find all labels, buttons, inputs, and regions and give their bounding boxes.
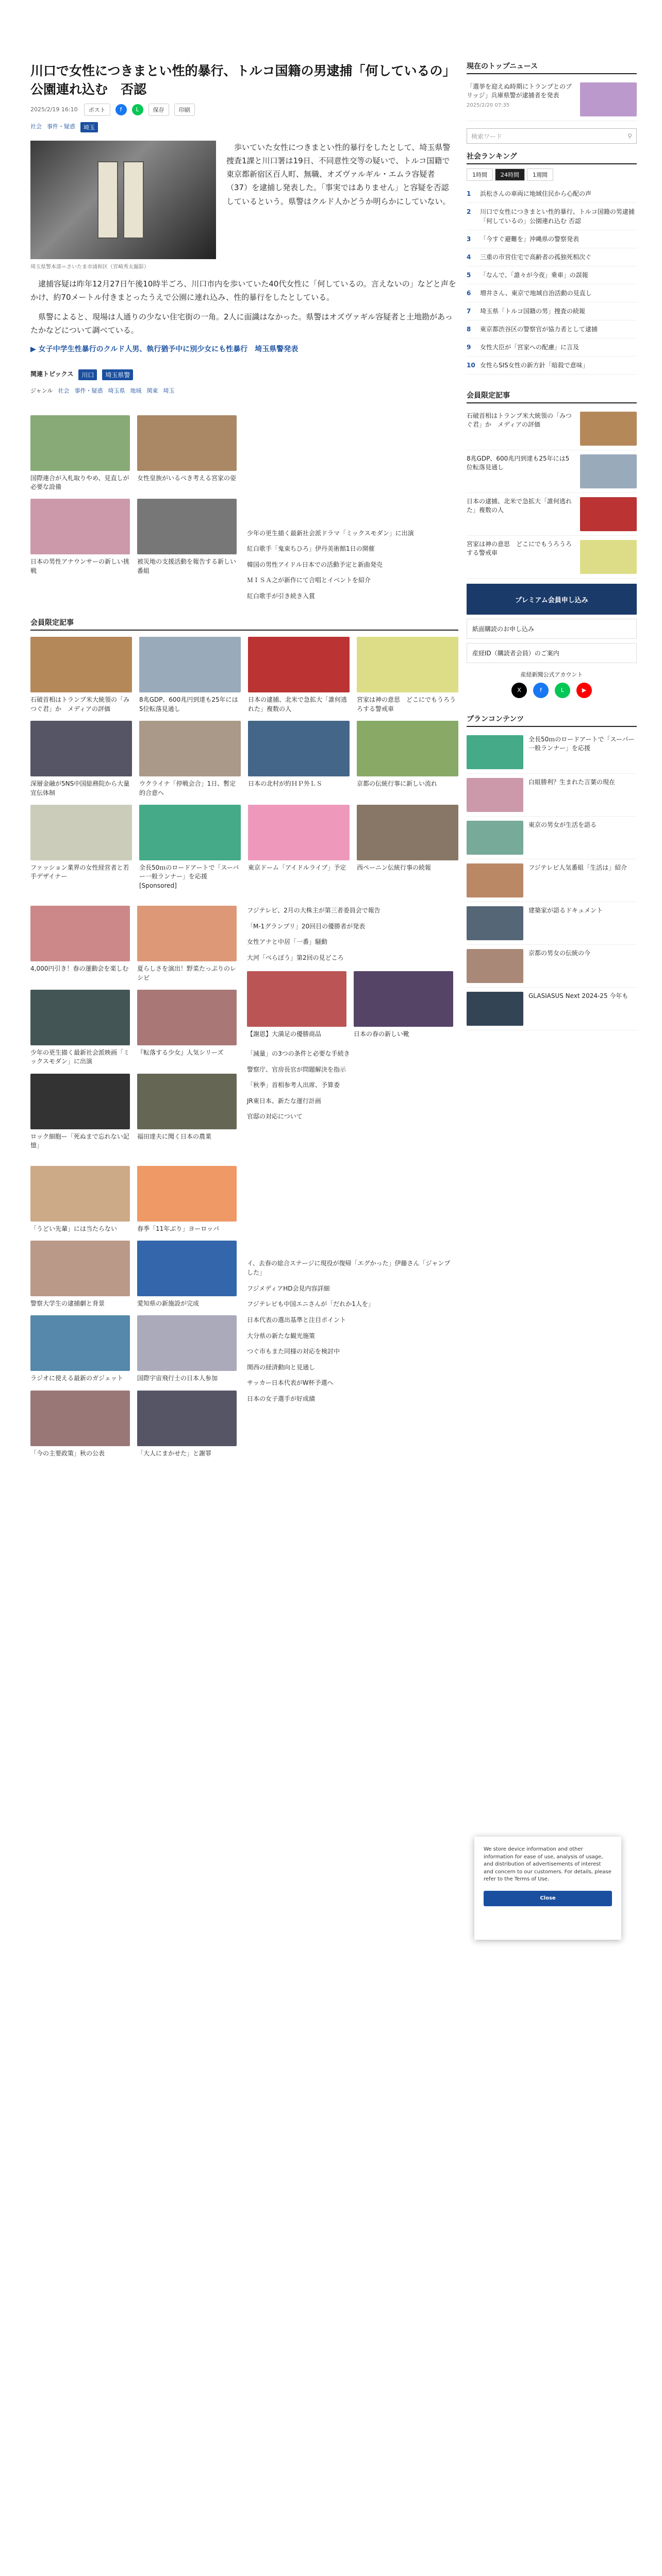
news-card[interactable] — [137, 1166, 237, 1233]
text-link[interactable]: ＭＩＳＡ之が新作にて合唱とイベントを紹介 — [247, 577, 371, 584]
bottom-grid — [30, 1166, 237, 1459]
card-title: 国際連合が入札取りやめ、見直しが必要な設備 — [30, 474, 129, 490]
card-title: 国際宇宙飛行士の日本人参加 — [137, 1375, 218, 1382]
news-card[interactable] — [137, 1241, 237, 1308]
card-title: 愛知県の新施設が完成 — [137, 1299, 200, 1307]
text-link[interactable]: 女性アナと中居「一番」騒動 — [247, 938, 328, 946]
rank-number: 6 — [467, 290, 471, 297]
text-link[interactable]: 紅白歌手が引き続き入賞 — [247, 592, 316, 600]
card-title: 春季「11年ぶり」ヨーロッパ — [137, 1225, 220, 1232]
facebook-icon[interactable]: f — [115, 104, 127, 115]
text-link[interactable]: 「減量」の3つの条件と必要な手続き — [247, 1049, 350, 1057]
exclusive-grid — [30, 637, 458, 890]
news-card[interactable] — [30, 1315, 130, 1383]
news-card[interactable] — [30, 805, 132, 890]
ad-image — [467, 992, 523, 1026]
news-card[interactable] — [357, 637, 458, 714]
rank-title: 三重の市営住宅で高齢者の孤独死相次ぐ — [480, 253, 592, 261]
card-title: 「今の主要政策」秋の公表 — [30, 1449, 105, 1457]
text-link[interactable]: サッカー日本代表がW杯予選へ — [247, 1379, 334, 1387]
lower-block — [30, 906, 458, 1150]
share-bar — [84, 104, 195, 116]
rank-title: 女性らSIS女性の新方針「暗殺で意味」 — [480, 362, 589, 369]
ad-image — [467, 949, 523, 983]
cookie-close-button[interactable]: Close — [484, 1891, 612, 1907]
card-title: 石破首相はトランプ米大統領の「みつぐ君」か メディアの評価 — [30, 696, 130, 713]
text-link[interactable]: 「秋季」首相参考人出席、予算委 — [247, 1081, 340, 1089]
lower-cards — [30, 906, 237, 1150]
category-link[interactable]: 社会 — [30, 123, 42, 130]
news-card[interactable] — [357, 721, 458, 798]
news-card[interactable] — [139, 721, 241, 798]
rank-number: 4 — [467, 253, 471, 261]
bottom-cards — [30, 1166, 237, 1459]
card-title: 「うどい先輩」には当たらない — [30, 1225, 118, 1232]
news-card[interactable] — [137, 1074, 237, 1150]
share-button[interactable]: ポスト — [84, 104, 110, 116]
rank-title: 埼玉県「トルコ国籍の男」捜査の続報 — [480, 308, 586, 315]
card-image — [248, 637, 350, 692]
tab-24h[interactable]: 24時間 — [495, 168, 525, 181]
card-image — [30, 805, 132, 860]
card-title: 西ペーニン伝統行事の続報 — [357, 864, 432, 872]
ranking-item[interactable] — [467, 357, 637, 375]
card-image — [139, 805, 241, 860]
card-title: 日本の男性アナウンサーの新しい挑戦 — [30, 558, 130, 574]
card-title: 「大人にまかせた」と謝罪 — [137, 1449, 212, 1457]
news-card[interactable] — [357, 805, 458, 890]
text-link[interactable]: 紅白歌手「鬼束ちひろ」伊丹美術館1日の開催 — [247, 545, 375, 553]
member-item[interactable] — [467, 536, 637, 579]
card-title: 4,000円引き！春の運動会を楽しむ — [30, 965, 129, 973]
text-link[interactable]: 韓国の男性アイドル日本での活動予定と新曲発売 — [247, 561, 383, 568]
member-title: 日本の逮捕、北米で急拡大「誰何逃れた」複数の人 — [467, 498, 572, 514]
card-image — [137, 906, 237, 961]
lead-photo-wrap — [30, 141, 216, 270]
genre-link[interactable]: 社会 — [58, 387, 70, 394]
ads-heading: プランコンテンツ — [467, 714, 637, 727]
news-card[interactable] — [137, 1391, 237, 1458]
section-heading: 会員限定記事 — [30, 617, 458, 631]
ad-title: フジテレビ人気番組「生活は」紹介 — [528, 864, 627, 871]
text-link[interactable]: 日本の女子選手が好成績 — [247, 1395, 316, 1402]
card-title: 日本の春の新しい靴 — [354, 1030, 410, 1038]
topics-label: 関連トピックス — [30, 370, 74, 378]
article-body-top — [226, 141, 453, 270]
card-title: 被災地の支援活動を報告する新しい番組 — [137, 558, 237, 574]
mid-cards — [30, 415, 237, 607]
rank-number: 2 — [467, 208, 471, 215]
ad-image — [467, 821, 523, 855]
rank-number: 5 — [467, 272, 471, 279]
genre-link[interactable]: 地域 — [130, 387, 142, 394]
card-image — [137, 1391, 237, 1446]
news-card[interactable] — [248, 805, 350, 890]
rank-number: 10 — [467, 362, 475, 369]
ranking-tabs — [467, 168, 637, 181]
line-icon[interactable]: L — [555, 683, 570, 698]
top-news-image — [580, 82, 637, 116]
news-card[interactable] — [30, 1391, 130, 1458]
ad-item[interactable] — [467, 859, 637, 902]
news-card[interactable] — [30, 637, 132, 714]
card-image — [357, 637, 458, 692]
top-news-text — [467, 82, 575, 116]
news-card[interactable] — [247, 971, 346, 1039]
text-link[interactable]: フジメディアHD会見内容詳細 — [247, 1284, 330, 1292]
ad-item[interactable] — [467, 902, 637, 945]
article-body — [30, 277, 458, 337]
sns-icons — [467, 683, 637, 698]
rank-number: 3 — [467, 235, 471, 243]
member-item[interactable] — [467, 450, 637, 493]
ad-image — [467, 778, 523, 812]
card-image — [137, 1166, 237, 1222]
topic-tag[interactable]: 埼玉県警 — [102, 369, 133, 380]
card-title: 警察大学生の逮捕劇と背景 — [30, 1299, 105, 1307]
card-image — [354, 971, 453, 1027]
ranking-item[interactable] — [467, 185, 637, 203]
region-tag[interactable]: 埼玉 — [80, 122, 98, 132]
ad-item[interactable] — [467, 774, 637, 817]
card-title: 夏らしさを演出！野菜たっぷりのレシピ — [137, 965, 237, 981]
youtube-icon[interactable]: ▶ — [576, 683, 592, 698]
news-card[interactable] — [30, 1241, 130, 1308]
card-image — [137, 499, 237, 554]
ad-image — [467, 735, 523, 769]
mid-text-list — [247, 415, 453, 607]
genre-link[interactable]: 埼玉 — [163, 387, 175, 394]
genre-row — [30, 386, 458, 395]
news-card[interactable] — [137, 990, 237, 1066]
news-card[interactable] — [354, 971, 453, 1039]
sankei-id-banner[interactable]: 産経ID（購読者会員）のご案内 — [467, 643, 637, 663]
card-title: 『転落する少女』人気シリーズ — [137, 1048, 224, 1056]
lower-text-col — [247, 906, 453, 1150]
middle-text-list — [247, 906, 453, 962]
search-placeholder: 検索ワード — [471, 132, 503, 140]
top-news-item[interactable] — [467, 78, 637, 121]
text-link[interactable]: 「M-1グランプリ」20回目の優勝者が発表 — [247, 922, 366, 930]
article-title: 川口で女性につきまとい性的暴行、トルコ国籍の男逮捕「何しているの」公園連れ込む 否認 — [30, 63, 456, 97]
rank-number: 7 — [467, 308, 471, 315]
member-title: 石破首相はトランプ米大統領の「みつぐ君」か メディアの評価 — [467, 412, 572, 429]
cookie-text: We store device information and other information for ease of use, analysis of usage, and distribution of advertisements of interest and concern to our customers. For details, please refer to the Terms of Use. — [484, 1846, 611, 1882]
card-title: 8兆GDP、600兆円到達も25年には5位転落見通し — [139, 696, 238, 713]
card-title: ファッション業界の女性経営者と若手デザイナー — [30, 864, 129, 880]
ad-item[interactable] — [467, 945, 637, 988]
news-card[interactable] — [139, 637, 241, 714]
news-card[interactable] — [137, 906, 237, 982]
article-meta — [30, 104, 458, 116]
card-image — [248, 805, 350, 860]
card-title: ロック細胞ー「死ぬまで忘れない記憶」 — [30, 1132, 129, 1149]
lead-section — [30, 141, 458, 270]
news-card[interactable] — [137, 415, 237, 492]
ranking-item[interactable] — [467, 203, 637, 230]
text-link[interactable]: 官邸の対応について — [247, 1113, 303, 1121]
ad-image — [467, 863, 523, 897]
category-link[interactable]: 事件・疑惑 — [47, 123, 75, 130]
text-link[interactable]: 大河「べらぼう」第2回の見どころ — [247, 954, 344, 961]
search-icon[interactable]: ⚲ — [627, 132, 632, 140]
ad-title: GLASIASUS Next 2024-25 今年も — [528, 992, 628, 999]
card-image — [30, 1391, 130, 1446]
ad-item[interactable] — [467, 988, 637, 1030]
facebook-icon[interactable]: f — [533, 683, 549, 698]
card-title: 日本の北村が約ＨＰ外ＬＳ — [248, 780, 323, 788]
ad-item[interactable] — [467, 731, 637, 774]
bottom-text-list — [247, 1166, 453, 1459]
paragraph: 歩いていた女性につきまとい性的暴行をしたとして、埼玉県警捜査1課と川口署は19日、不同意性交等の疑いで、トルコ国籍で東京都新宿区百人町、無職、オズヴァルギル・エムラ容疑者（37）を逮捕し発表した。「事実ではありません」と容疑を否認しているという。県警はクルド人かどうか明らかにしていない。 — [226, 142, 451, 206]
card-title: 【謝恩】大満足の優勝商品 — [247, 1030, 322, 1038]
rank-title: 「今すぐ避難を」沖縄県の警察発表 — [480, 235, 580, 243]
ad-title: 全長50ｍのロードアートで「スーパー一般ランナー」を応援 — [528, 736, 635, 752]
rank-title: 女性大臣が「宮家への配慮」に言及 — [480, 344, 580, 351]
card-image — [137, 990, 237, 1045]
card-image — [30, 1166, 130, 1222]
photo-caption: 埼玉県警本部＝さいたま市浦和区（宮崎秀太撮影） — [30, 264, 149, 270]
x-icon[interactable]: X — [511, 683, 527, 698]
ad-title: 京都の男女の伝統の今 — [528, 950, 591, 957]
card-image — [357, 805, 458, 860]
ranking-heading: 社会ランキング — [467, 151, 637, 164]
paragraph: 逮捕容疑は昨年12月27日午後10時半ごろ、川口市内を歩いていた40代女性に「何しているの。言えないの」などと声をかけ、約70メートル付きまとったうえで公園に連れ込み、性的暴行をしたとしている。 — [30, 279, 456, 302]
recommend-grid — [247, 971, 453, 1039]
ranking-item[interactable] — [467, 248, 637, 266]
text-link[interactable]: 少年の更生描く最新社会派ドラマ「ミックスモダン」に出演 — [247, 529, 414, 537]
member-image — [580, 497, 637, 531]
card-image — [137, 1315, 237, 1371]
tab-1w[interactable]: 1週間 — [527, 168, 553, 181]
card-title: 日本の逮捕、北米で急拡大「誰何逃れた」複数の人 — [248, 696, 347, 713]
mid-grid — [30, 415, 237, 576]
card-title: 京都の伝統行事に新しい流れ — [357, 780, 438, 788]
ad-title: 白組勝利？生まれた言葉の現在 — [528, 778, 616, 786]
rank-title: 「なんで、「誰々が今夜」乗車」の誤報 — [480, 272, 588, 279]
main-column — [30, 62, 458, 1458]
card-image — [30, 1315, 130, 1371]
card-image — [30, 990, 130, 1045]
top-news-date: 2025/2/20 07:35 — [467, 102, 510, 108]
ranking-list — [467, 185, 637, 375]
news-card[interactable] — [30, 1074, 130, 1150]
member-item[interactable] — [467, 493, 637, 536]
article-date: 2025/2/19 16:10 — [30, 106, 78, 113]
card-image — [30, 415, 130, 471]
rank-title: 浜松さんの車両に地域住民から心配の声 — [480, 190, 592, 197]
topics-row — [30, 369, 458, 380]
card-title: 深層金融が5NS中国総務院から大量宣伝体制 — [30, 780, 130, 796]
card-title: ウクライナ「停戦会合」1日、暫定的合意へ — [139, 780, 236, 796]
rank-title: 川口で女性につきまとい性的暴行、トルコ国籍の男逮捕「何しているの」公園連れ込む 否認 — [480, 208, 635, 225]
bottom-block — [30, 1166, 458, 1459]
card-image — [247, 971, 346, 1027]
rank-title: 増井さん、東京で地域自治活動の見直し — [480, 290, 592, 297]
rank-number: 8 — [467, 326, 471, 333]
line-icon[interactable]: L — [132, 104, 143, 115]
member-image — [580, 454, 637, 488]
ad-title: 東京の男女が生活を語る — [528, 821, 597, 828]
card-image — [30, 906, 130, 961]
lower-text-list — [247, 1049, 453, 1122]
genre-label: ジャンル — [30, 387, 53, 394]
sns-heading: 産経新聞公式アカウント — [520, 671, 583, 678]
text-link[interactable]: イ、去春の総合ステージに現役が復帰「エグかった」伊藤さん「ジャンプした」 — [247, 1259, 451, 1277]
card-image — [30, 499, 130, 554]
card-image — [137, 1074, 237, 1129]
card-title: 福田達夫に聞く日本の農業 — [137, 1132, 212, 1140]
top-news-heading: 現在のトップニュース — [467, 61, 637, 74]
text-link[interactable]: 警察庁、官房長官が問題解決を指示 — [247, 1065, 346, 1073]
member-title: 8兆GDP、600兆円到達も25年には5位転落見通し — [467, 455, 570, 471]
premium-banner[interactable]: プレミアム会員申し込み — [467, 584, 637, 615]
text-link[interactable]: フジテレビ、2月の大株主が第三者委員会で報告 — [247, 907, 380, 914]
ranking-item[interactable] — [467, 338, 637, 357]
card-image — [248, 721, 350, 776]
ranking-item[interactable] — [467, 284, 637, 302]
lead-photo[interactable] — [30, 141, 216, 259]
member-item[interactable] — [467, 408, 637, 450]
member-image — [580, 540, 637, 574]
card-title: ラジオに使える最新のガジェット — [30, 1375, 123, 1382]
tab-1h[interactable]: 1時間 — [467, 168, 493, 181]
cookie-banner — [474, 1837, 621, 1940]
text-link[interactable]: フジテレビも中国エニさんが「だれか1人を」 — [247, 1300, 374, 1308]
news-card[interactable] — [30, 499, 130, 575]
card-image — [137, 415, 237, 471]
text-link[interactable]: 関西の経済動向と見通し — [247, 1363, 316, 1371]
card-title: 女性皇族がいるべき考える宮家の姿 — [137, 474, 237, 482]
card-image — [357, 721, 458, 776]
news-card[interactable] — [30, 1166, 130, 1233]
ranking-item[interactable] — [467, 320, 637, 338]
rank-title: 東京都渋谷区の警察官が協力者として逮捕 — [480, 326, 598, 333]
news-card[interactable] — [30, 721, 132, 798]
news-card[interactable] — [137, 499, 237, 575]
card-image — [139, 721, 241, 776]
card-image — [30, 1074, 130, 1129]
news-card[interactable] — [30, 415, 130, 492]
member-heading: 会員限定記事 — [467, 390, 637, 403]
card-image — [30, 637, 132, 692]
card-image — [139, 637, 241, 692]
text-link[interactable]: JR東日本、新たな運行計画 — [247, 1097, 321, 1105]
ad-item[interactable] — [467, 817, 637, 859]
ad-image — [467, 906, 523, 940]
top-news-title: 「選挙を迎えぬ時期にトランプとのブリッジ」兵庫県警が逮捕者を発表 — [467, 83, 572, 99]
ranking-item[interactable] — [467, 266, 637, 284]
text-link[interactable]: 大分県の新たな観光施策 — [247, 1332, 316, 1340]
subscribe-banner[interactable]: 紙面購読のお申し込み — [467, 619, 637, 639]
card-title: 宮家は神の意思 どこにでもうろうろする警戒車 — [357, 696, 456, 713]
ranking-item[interactable] — [467, 302, 637, 320]
genre-link[interactable]: 埼玉県 — [108, 387, 125, 394]
genre-link[interactable]: 関東 — [146, 387, 158, 394]
sidebar — [467, 61, 637, 1030]
text-link[interactable]: 日本代表の選出基準と注目ポイント — [247, 1316, 346, 1324]
topic-tag[interactable]: 川口 — [78, 369, 97, 380]
card-image — [30, 721, 132, 776]
rank-number: 1 — [467, 190, 471, 197]
member-image — [580, 412, 637, 446]
ranking-item[interactable] — [467, 230, 637, 248]
save-button[interactable]: 保存 — [148, 104, 169, 116]
category-tags — [30, 122, 458, 132]
member-title: 宮家は神の意思 どこにでもうろうろする警戒車 — [467, 540, 572, 557]
mid-block — [30, 415, 458, 607]
paragraph: 県警によると、現場は人通りの少ない住宅街の一角。2人に面識はなかった。県警はオズヴァギル容疑者と土地勘があったかなどについて調べている。 — [30, 312, 453, 335]
rank-number: 9 — [467, 344, 471, 351]
related-article-link[interactable]: ▶ 女子中学生性暴行のクルド人男、執行猶予中に別少女にも性暴行 埼玉県警発表 — [30, 345, 299, 353]
card-title: 全長50ｍのロードアートで「スーパー一般ランナー」を応援 [Sponsored] — [139, 864, 239, 889]
card-title: 少年の更生描く最新社会派映画「ミックスモダン」に出演 — [30, 1048, 130, 1065]
search-input[interactable] — [467, 128, 637, 144]
card-title: 東京ドーム「アイドルライブ」予定 — [248, 864, 346, 872]
news-card[interactable] — [137, 1315, 237, 1383]
text-link[interactable]: つぐ市もまた同様の対応を検討中 — [247, 1348, 340, 1355]
genre-link[interactable]: 事件・疑惑 — [74, 387, 103, 394]
ad-title: 建築家が語るドキュメント — [528, 907, 603, 914]
card-image — [30, 1241, 130, 1296]
news-card[interactable] — [30, 906, 130, 982]
news-card[interactable] — [248, 721, 350, 798]
lower-grid — [30, 906, 237, 1150]
news-card[interactable] — [139, 805, 241, 890]
news-card[interactable] — [30, 990, 130, 1066]
card-image — [137, 1241, 237, 1296]
print-button[interactable]: 印刷 — [174, 104, 195, 116]
news-card[interactable] — [248, 637, 350, 714]
